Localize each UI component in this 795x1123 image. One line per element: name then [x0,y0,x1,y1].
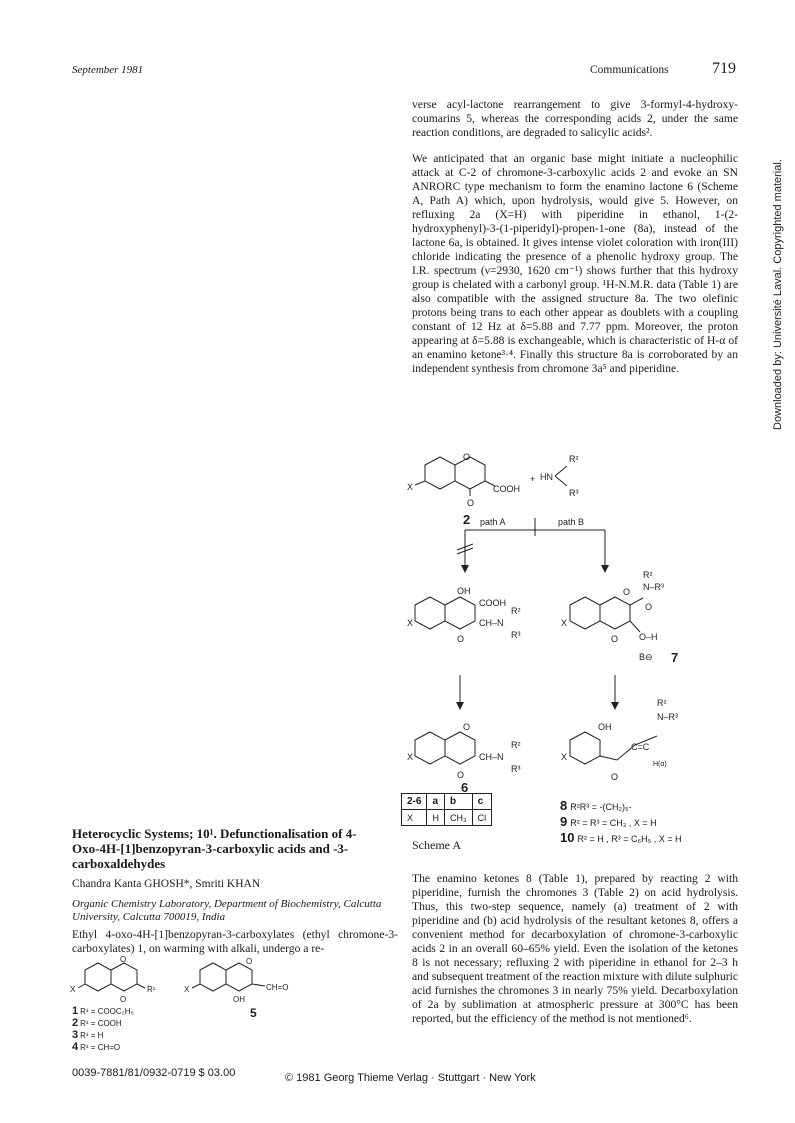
benzene-ring-7 [570,597,600,629]
paragraph-1: verse acyl-lactone rearrangement to give 3-formyl-4-hydroxy-coumarins 5, whereas the corresponding acids 2, under the same reaction conditions, are degraded to salicylic acids². [412,98,738,139]
table-col-a: a [427,794,445,810]
svg-text:R²: R² [569,454,579,464]
paragraph-2: We anticipated that an organic base might initiate a nucleophilic attack at C-2 of chromone-3-carboxylic acids 2 and evoke an SN ANRORC type mechanism to form the enamino lactone 6 (Scheme A, Path A) which, upon hydrolysis, would give 5. However, on refluxing 2a (X=H) with piperidine in ethanol, 1-(2-hydroxyphenyl)-3-(1-piperidyl)-propen-1-one (8a), instead of the lactone 6a, is obtained. It gives intense violet coloration with iron(III) chloride indicating the presence of a phenolic hydroxy group. The I.R. spectrum (ν=2930, 1620 cm⁻¹) shows further that this hydroxy group is chelated with a carbonyl group. ¹H-N.M.R. data (Table 1) are also compatible with the assigned structure 8a. The two olefinic protons being trans to each other appear as doublets with a coupling constant of 12 Hz at δ=5.88 and 7.77 ppm. Moreover, the proton appearing at δ=5.88 is exchangeable, which is characteristic of H-α of an enamino ketone³·⁴. Finally this structure 8a is corroborated by an independent synthesis from chromone 3a⁵ and piperidine. [412,152,738,375]
svg-text:X: X [184,985,190,994]
svg-text:HN: HN [540,472,553,482]
svg-text:B⊖: B⊖ [639,652,653,662]
svg-text:O: O [463,452,471,462]
svg-text:O: O [457,770,465,780]
compound-label-7: 7 [671,650,679,665]
svg-text:X: X [70,985,76,994]
svg-text:X: X [561,618,568,628]
svg-text:O: O [120,955,127,964]
copyright-line: © 1981 Georg Thieme Verlag · Stuttgart · New York [285,1072,536,1084]
article-authors: Chandra Kanta GHOSH*, Smriti KHAN [72,878,261,890]
svg-text:R²: R² [643,570,653,580]
pyranone-ring-7 [600,597,630,629]
svg-text:O–H: O–H [639,632,658,642]
compound-label-6: 6 [461,780,469,795]
running-head-section: Communications [590,64,669,76]
svg-text:COOH: COOH [493,484,520,494]
svg-text:OH: OH [233,995,245,1004]
sub-x-2: X [407,482,414,492]
table-cell: CH₃ [444,810,472,826]
svg-text:X: X [561,752,568,762]
svg-text:O: O [120,995,127,1004]
table-cell: H [427,810,445,826]
svg-text:O: O [246,957,253,966]
path-b-label: path B [558,517,585,527]
svg-text:+: + [530,474,536,484]
paragraph-3: The enamino ketones 8 (Table 1), prepared by reacting 2 with piperidine, furnish the chromones 3 (Table 2) on acid hydrolysis. Thus, this two-step sequence, namely (a) treatment of 2 with piperidine and (b) acid hydrolysis of the resultant ketones 8, offers a convenient method for decarboxylation of chromone-3-carboxylic acids 2 in an overall 60–65% yield. Even the isolation of the ketones 8 is not necessary; refluxing 2 with piperidine in ethanol for 2–3 h and subsequent treatment of the reaction mixture with dilute sulphuric acid furnishes the chromones 3 in nearly 75% yield. Decarboxylation of 2a by sublimation at atmospheric pressure at 300°C has been reported, but the efficiency of the method is not mentioned⁶. [412,872,738,1025]
svg-text:O: O [611,772,619,782]
svg-text:R²: R² [511,606,521,616]
running-head-date: September 1981 [72,64,144,76]
svg-text:OH: OH [457,586,471,596]
svg-text:X: X [407,752,414,762]
benzene-ring-a [415,597,445,629]
svg-text:O: O [463,722,471,732]
pyranone-ring-6 [445,732,475,764]
svg-text:N–R³: N–R³ [643,582,665,592]
benzene-ring-2 [425,457,455,489]
svg-text:4R¹ = CH=O: 4 R¹ = CH=O [72,1041,121,1053]
structures-1-5 [70,955,370,1057]
benzene-ring-6 [415,732,445,764]
scheme-a-diagram [395,440,715,800]
svg-text:O: O [645,602,653,612]
article-intro: Ethyl 4-oxo-4H-[1]benzopyran-3-carboxylates (ethyl chromone-3-carboxylates) 1, on warming with alkali, undergo a re- [72,928,398,955]
svg-text:R²: R² [657,698,667,708]
svg-text:1R¹ = COOC₂H₅: 1 R¹ = COOC₂H₅ [72,1005,134,1017]
pyranone-ring-a [445,597,475,629]
compound-label-5: 5 [250,1006,257,1020]
svg-text:O: O [467,498,475,508]
table-col-b: b [444,794,472,810]
svg-text:N–R³: N–R³ [657,712,679,722]
svg-text:CH=O: CH=O [266,983,289,992]
legend-item: 8 R²R³ = -(CH₂)₅- [560,798,632,813]
svg-text:C=C: C=C [631,742,650,752]
svg-text:O: O [611,634,619,644]
svg-text:CH–N: CH–N [479,752,504,762]
table-cell: Cl [472,810,492,826]
path-a-label: path A [480,517,506,527]
svg-text:OH: OH [598,722,612,732]
svg-text:CH–N: CH–N [479,618,504,628]
article-title: Heterocyclic Systems; 10¹. Defunctionalisation of 4-Oxo-4H-[1]benzopyran-3-carboxylic acids and -3-carboxaldehydes [72,826,357,871]
article-affiliation: Organic Chemistry Laboratory, Department of Biochemistry, Calcutta University, Calcutta 700019, India [72,898,382,923]
substituent-table [401,793,492,826]
download-watermark: Downloaded by: Université Laval. Copyrighted material. [772,159,784,430]
scheme-caption: Scheme A [412,838,461,852]
page-number: 719 [712,60,736,77]
table-col-c: c [472,794,492,810]
svg-text:R³: R³ [511,764,521,774]
svg-text:X: X [407,618,414,628]
svg-text:H(α): H(α) [653,761,667,768]
svg-text:R¹: R¹ [147,985,156,994]
legend-item: 9 R² = R³ = CH₃ , X = H [560,814,657,829]
table-row-label: X [402,810,427,826]
svg-text:O: O [623,587,631,597]
svg-text:O: O [457,634,465,644]
table-head: 2-6 [402,794,427,810]
svg-text:3R¹ = H: 3 R¹ = H [72,1029,104,1041]
svg-text:R²: R² [511,740,521,750]
benzene-ring-8 [570,732,600,764]
svg-text:2R¹ = COOH: 2 R¹ = COOH [72,1017,122,1029]
svg-text:COOH: COOH [479,598,506,608]
svg-text:R³: R³ [511,630,521,640]
compound-label-2: 2 [463,512,471,527]
article-code: 0039-7881/81/0932-0719 $ 03.00 [72,1067,236,1079]
svg-text:R³: R³ [569,488,579,498]
legend-item: 10 R² = H , R³ = C₆H₅ , X = H [560,830,682,845]
